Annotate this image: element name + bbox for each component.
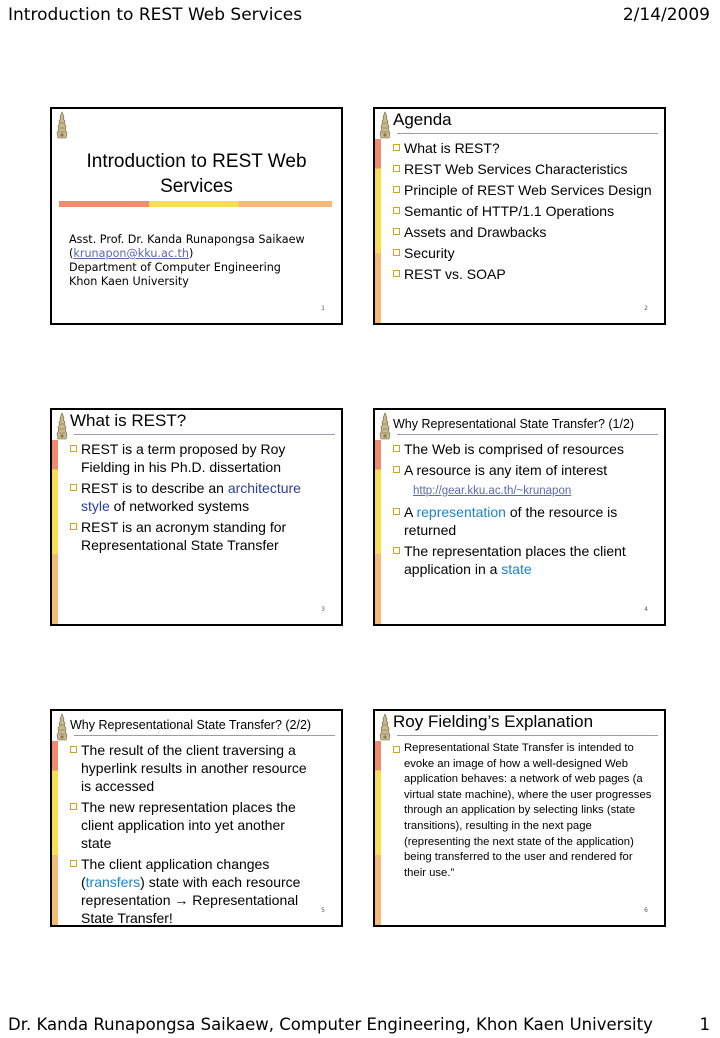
- highlighted-term: architecture style: [81, 480, 301, 514]
- university-logo-icon: [55, 713, 69, 741]
- slide-6-title: Roy Fielding’s Explanation: [393, 712, 594, 731]
- slide-number: 6: [644, 907, 648, 914]
- highlighted-term: transfers: [85, 874, 141, 890]
- slide-1-title: Introduction to REST Web Services: [86, 151, 307, 197]
- slide-2-title: Agenda: [393, 110, 452, 129]
- title-rule: [74, 434, 335, 435]
- slide-number: 4: [644, 606, 648, 613]
- slide-4-title: Why Representational State Transfer? (1/2): [393, 417, 635, 431]
- title-rule: [397, 133, 658, 134]
- slide-5: [50, 709, 343, 927]
- university-logo-icon: [378, 713, 392, 741]
- university-logo-icon: [378, 412, 392, 440]
- list-item: Security: [393, 244, 658, 262]
- university: Khon Kaen University: [69, 275, 189, 288]
- title-rule: [74, 735, 335, 736]
- slide-number: 3: [321, 606, 325, 613]
- list-item: A representation of the resource is returned: [393, 503, 658, 539]
- slide-number: 5: [321, 907, 325, 914]
- bullet-list: [393, 440, 658, 581]
- title-rule: [397, 434, 658, 435]
- slide-1: [50, 107, 343, 325]
- list-item: The client application changes (transfers) state with each resource representation → Representational State Transfer!: [70, 855, 310, 927]
- slide-5-title: Why Representational State Transfer? (2/2): [70, 718, 312, 732]
- list-item: Principle of REST Web Services Design: [393, 181, 658, 199]
- footer-page-number: 1: [699, 1015, 710, 1034]
- university-logo-icon: [378, 111, 392, 139]
- header-title: Introduction to REST Web Services: [8, 5, 303, 25]
- footer-credit: Dr. Kanda Runapongsa Saikaew, Computer Engineering, Khon Kaen University: [8, 1015, 653, 1034]
- list-item: REST is a term proposed by Roy Fielding in his Ph.D. dissertation: [70, 440, 310, 476]
- highlighted-term: representation: [416, 504, 506, 520]
- list-item: What is REST?: [393, 139, 658, 157]
- list-item: The Web is comprised of resources: [393, 440, 658, 458]
- accent-bar: [375, 741, 381, 925]
- url-item: [393, 482, 658, 500]
- slide-3: [50, 408, 343, 626]
- list-item: The new representation places the client application into yet another state: [70, 798, 310, 852]
- accent-bar: [375, 139, 381, 323]
- list-item: The representation places the client application in a state: [393, 542, 658, 578]
- university-logo-icon: [55, 412, 69, 440]
- list-item: Semantic of HTTP/1.1 Operations: [393, 202, 658, 220]
- highlighted-term: state: [501, 561, 532, 577]
- author-name: Asst. Prof. Dr. Kanda Runapongsa Saikaew: [69, 233, 305, 246]
- list-item: Assets and Drawbacks: [393, 223, 658, 241]
- slide-6: [373, 709, 666, 927]
- list-item: REST is to describe an architecture style of networked systems: [70, 479, 310, 515]
- list-item: A resource is any item of interest: [393, 461, 658, 479]
- title-rule: [397, 735, 658, 736]
- list-item: REST vs. SOAP: [393, 265, 658, 283]
- list-item: REST is an acronym standing for Representational State Transfer: [70, 518, 310, 554]
- title-divider: [59, 201, 332, 207]
- slide-3-title: What is REST?: [70, 411, 187, 430]
- accent-bar: [52, 741, 58, 925]
- header-date: 2/14/2009: [622, 5, 710, 25]
- list-item: REST Web Services Characteristics: [393, 160, 658, 178]
- slide-2: [373, 107, 666, 325]
- url-link[interactable]: http://gear.kku.ac.th/~krunapon: [413, 485, 572, 497]
- slide-4: [373, 408, 666, 626]
- accent-bar: [375, 440, 381, 624]
- author-block: Asst. Prof. Dr. Kanda Runapongsa Saikaew (krunapon@kku.ac.th) Department of Computer Engineering Khon Kaen University: [69, 233, 305, 288]
- bullet-list: [70, 440, 310, 557]
- slide-number: 2: [644, 305, 648, 312]
- accent-bar: [52, 440, 58, 624]
- agenda-list: [393, 139, 658, 286]
- university-logo-icon: [55, 111, 69, 139]
- bullet-list: [70, 741, 310, 927]
- list-item: Representational State Transfer is intended to evoke an image of how a well-designed Web application behaves: a network of web pages (a virtual state machine), where the user progresses through an application by selecting links (state transitions), resulting in the next page (representing the next state of the application) being transferred to the user and rendered for their use.”: [393, 741, 655, 881]
- slide-number: 1: [321, 305, 325, 312]
- department: Department of Computer Engineering: [69, 261, 281, 274]
- email-link[interactable]: krunapon@kku.ac.th: [73, 247, 190, 260]
- bullet-list: [393, 741, 655, 881]
- list-item: The result of the client traversing a hyperlink results in another resource is accessed: [70, 741, 310, 795]
